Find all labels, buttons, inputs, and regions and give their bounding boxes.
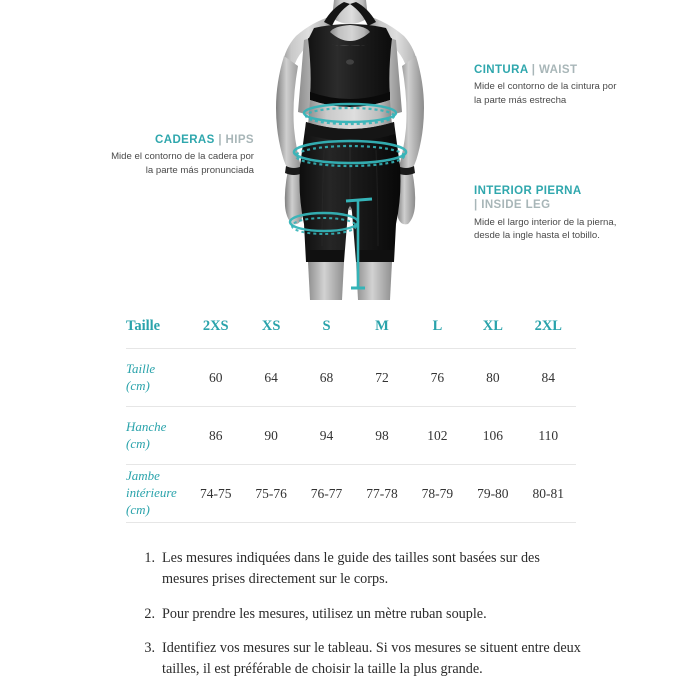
column-header-xs: XS	[243, 318, 298, 349]
size-chart-table	[126, 318, 576, 523]
cell-waist-xs: 64	[243, 349, 298, 407]
column-header-xl: XL	[465, 318, 520, 349]
column-header-s: S	[299, 318, 354, 349]
column-header-m: M	[354, 318, 409, 349]
list-item	[134, 638, 582, 681]
table-row	[126, 349, 576, 407]
callout-waist-title-es: CINTURA	[474, 64, 529, 76]
column-header-2xs: 2XS	[188, 318, 243, 349]
note-number-3: 3.	[144, 639, 155, 656]
cell-hip-s: 94	[299, 407, 354, 465]
callout-inside-leg	[474, 184, 634, 243]
cell-hip-2xs: 86	[188, 407, 243, 465]
cell-inseam-m: 77-78	[354, 465, 409, 523]
column-header-l: L	[410, 318, 465, 349]
note-text-3: Identifiez vos mesures sur le tableau. Si vos mesures se situent entre deux tailles, il est préférable de choisir la taille la plus grande.	[162, 639, 581, 678]
cell-waist-2xl: 84	[521, 349, 576, 407]
cell-inseam-l: 78-79	[410, 465, 465, 523]
table-header-row	[126, 318, 576, 349]
measurement-instructions	[134, 548, 582, 693]
cell-hip-xs: 90	[243, 407, 298, 465]
callout-hips	[108, 133, 254, 178]
cell-hip-m: 98	[354, 407, 409, 465]
callout-waist	[474, 63, 624, 108]
cell-hip-l: 102	[410, 407, 465, 465]
note-number-2: 2.	[144, 605, 155, 622]
callout-inside-leg-separator: |	[474, 199, 478, 212]
list-item	[134, 548, 582, 591]
cell-inseam-xs: 75-76	[243, 465, 298, 523]
list-item	[134, 604, 582, 625]
cell-inseam-2xs: 74-75	[188, 465, 243, 523]
callout-inside-leg-title-es: INTERIOR PIERNA	[474, 185, 582, 197]
cell-inseam-xl: 79-80	[465, 465, 520, 523]
measurement-figure	[0, 0, 700, 305]
callout-waist-title	[474, 63, 624, 77]
cell-waist-l: 76	[410, 349, 465, 407]
size-chart-header	[126, 318, 576, 349]
callout-hips-title	[108, 133, 254, 147]
callout-hips-body: Mide el contorno de la cadera por la parte más pronunciada	[111, 151, 254, 176]
cell-waist-m: 72	[354, 349, 409, 407]
row-label-inseam-unit: (cm)	[126, 501, 150, 517]
callout-hips-separator: |	[218, 134, 222, 146]
row-label-waist	[126, 349, 188, 407]
cell-waist-xl: 80	[465, 349, 520, 407]
callout-waist-body: Mide el contorno de la cintura por la parte más estrecha	[474, 81, 617, 106]
callout-inside-leg-title	[474, 184, 634, 213]
cell-inseam-s: 76-77	[299, 465, 354, 523]
callout-inside-leg-body: Mide el largo interior de la pierna, desde la ingle hasta el tobillo.	[474, 216, 617, 242]
cell-hip-2xl: 110	[521, 407, 576, 465]
column-header-2xl: 2XL	[521, 318, 576, 349]
size-chart-body	[126, 349, 576, 523]
cell-waist-s: 68	[299, 349, 354, 407]
callout-waist-title-en: WAIST	[538, 64, 578, 76]
row-label-waist-text: Taille	[126, 360, 156, 376]
cell-inseam-2xl: 80-81	[521, 465, 576, 523]
callout-inside-leg-title-en: INSIDE LEG	[481, 199, 551, 212]
note-text-1: Les mesures indiquées dans le guide des tailles sont basées sur des mesures prises directement sur le corps.	[162, 550, 540, 588]
callout-hips-title-es: CADERAS	[155, 134, 215, 146]
row-label-inseam-text: Jambe intérieure	[126, 468, 177, 501]
row-label-inseam	[126, 465, 188, 523]
note-text-2: Pour prendre les mesures, utilisez un mètre ruban souple.	[162, 605, 487, 622]
row-label-hip-text: Hanche	[126, 418, 167, 434]
row-label-hip-unit: (cm)	[126, 435, 150, 451]
callout-waist-separator: |	[531, 64, 536, 76]
row-label-hip	[126, 407, 188, 465]
model-photo-illustration	[252, 0, 448, 300]
table-corner-label: Taille	[126, 318, 188, 349]
callout-hips-title-en: HIPS	[225, 134, 254, 146]
table-row	[126, 465, 576, 523]
note-number-1: 1.	[144, 550, 155, 566]
row-label-waist-unit: (cm)	[126, 377, 150, 393]
cell-waist-2xs: 60	[188, 349, 243, 407]
table-row	[126, 407, 576, 465]
cell-hip-xl: 106	[465, 407, 520, 465]
